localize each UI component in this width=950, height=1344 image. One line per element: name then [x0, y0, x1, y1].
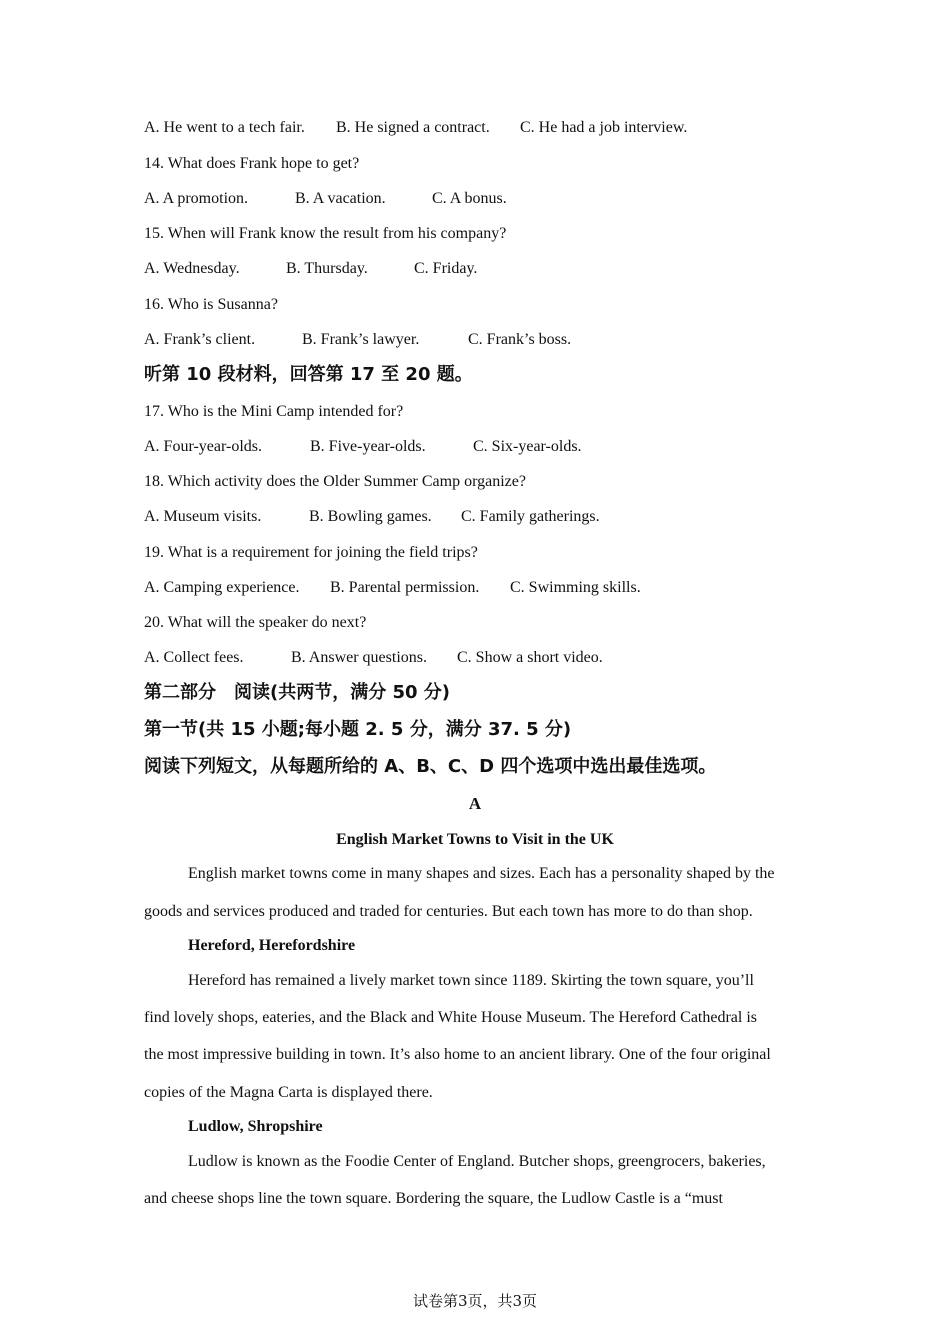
q17-options [144, 437, 582, 457]
q15-option-b: B. Thursday. [286, 260, 368, 277]
passage-title: English Market Towns to Visit in the UK [336, 831, 614, 848]
hereford-line-2: find lovely shops, eateries, and the Black and White House Museum. The Hereford Cathedral is [144, 1009, 758, 1026]
part2-heading: 第二部分 阅读(共两节，满分 50 分) [144, 682, 451, 703]
q20-options [144, 648, 603, 668]
q16-options [144, 330, 571, 350]
q17-option-a: A. Four-year-olds. [144, 438, 262, 455]
q19-option-b: B. Parental permission. [330, 579, 480, 596]
q16-option-c: C. Frank’s boss. [468, 331, 572, 348]
hereford-line-4: copies of the Magna Carta is displayed there. [144, 1084, 433, 1101]
q19-options [144, 578, 641, 598]
q19-option-c: C. Swimming skills. [510, 579, 641, 596]
q19-question: 19. What is a requirement for joining the field trips? [144, 544, 478, 561]
intro-line-1: English market towns come in many shapes and sizes. Each has a personality shaped by the [188, 865, 775, 882]
q18-question: 18. Which activity does the Older Summer Camp organize? [144, 473, 526, 490]
ludlow-line-1: Ludlow is known as the Foodie Center of England. Butcher shops, greengrocers, bakeries, [188, 1153, 766, 1170]
section1-heading: 第一节(共 15 小题;每小题 2. 5 分，满分 37. 5 分) [144, 719, 572, 740]
q15-option-a: A. Wednesday. [144, 260, 240, 277]
q17-option-c: C. Six-year-olds. [473, 438, 582, 455]
q14-option-c: C. A bonus. [432, 190, 507, 207]
q18-options [144, 507, 600, 527]
q16-question: 16. Who is Susanna? [144, 296, 278, 313]
q20-option-c: C. Show a short video. [457, 649, 603, 666]
q20-question: 20. What will the speaker do next? [144, 614, 367, 631]
q18-option-b: B. Bowling games. [309, 508, 432, 525]
q19-option-a: A. Camping experience. [144, 579, 300, 596]
hereford-line-3: the most impressive building in town. It’s also home to an ancient library. One of the four original [144, 1046, 771, 1063]
q13-option-c: C. He had a job interview. [520, 119, 688, 136]
hereford-line-1: Hereford has remained a lively market town since 1189. Skirting the town square, you’ll [188, 972, 754, 989]
section10-heading: 听第 10 段材料，回答第 17 至 20 题。 [144, 364, 473, 385]
q14-options [144, 189, 507, 209]
q18-option-a: A. Museum visits. [144, 508, 262, 525]
ludlow-line-2: and cheese shops line the town square. Bordering the square, the Ludlow Castle is a “must [144, 1190, 723, 1207]
q15-option-c: C. Friday. [414, 260, 478, 277]
q14-option-b: B. A vacation. [295, 190, 386, 207]
hereford-heading: Hereford, Herefordshire [188, 937, 356, 954]
q15-question: 15. When will Frank know the result from his company? [144, 225, 507, 242]
q16-option-a: A. Frank’s client. [144, 331, 256, 348]
q17-option-b: B. Five-year-olds. [310, 438, 426, 455]
q13-option-b: B. He signed a contract. [336, 119, 490, 136]
reading-instructions: 阅读下列短文，从每题所给的 A、B、C、D 四个选项中选出最佳选项。 [144, 756, 717, 777]
page-footer: 试卷第3页，共3页 [412, 1292, 538, 1310]
q13-option-a: A. He went to a tech fair. [144, 119, 305, 136]
intro-line-2: goods and services produced and traded for centuries. But each town has more to do than shop. [144, 903, 753, 920]
q16-option-b: B. Frank’s lawyer. [302, 331, 420, 348]
q18-option-c: C. Family gatherings. [461, 508, 600, 525]
q14-option-a: A. A promotion. [144, 190, 249, 207]
q20-option-a: A. Collect fees. [144, 649, 244, 666]
q14-question: 14. What does Frank hope to get? [144, 155, 360, 172]
ludlow-heading: Ludlow, Shropshire [188, 1118, 323, 1135]
q15-options [144, 259, 477, 279]
q13-options [144, 118, 687, 138]
passage-letter: A [468, 794, 482, 813]
q20-option-b: B. Answer questions. [291, 649, 427, 666]
q17-question: 17. Who is the Mini Camp intended for? [144, 403, 404, 420]
